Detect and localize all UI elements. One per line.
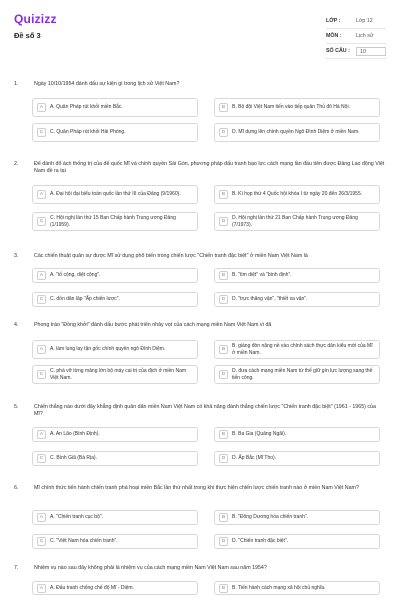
option-letter: B bbox=[219, 190, 228, 199]
option-letter: D bbox=[219, 454, 228, 463]
option-text: A. làm lung lay tận gốc chính quyền ngô Đình Diệm. bbox=[50, 346, 166, 353]
option-letter: C bbox=[37, 217, 46, 226]
option-letter: B bbox=[219, 345, 228, 354]
option-letter: B bbox=[219, 584, 228, 593]
option-b[interactable] bbox=[214, 581, 380, 595]
option-d[interactable] bbox=[214, 292, 380, 307]
option-letter: A bbox=[37, 430, 46, 439]
option-d[interactable] bbox=[214, 212, 380, 231]
question-text: Phong trào "Đồng khởi" đánh dấu bước phát triển nhảy vọt của cách mạng miền Nam Việt Nam vì đã bbox=[34, 322, 272, 328]
option-b[interactable] bbox=[214, 427, 380, 442]
option-letter: A bbox=[37, 103, 46, 112]
option-c[interactable] bbox=[32, 534, 198, 549]
option-c[interactable] bbox=[32, 451, 198, 466]
option-letter: A bbox=[37, 584, 46, 593]
option-letter: C bbox=[37, 295, 46, 304]
question-text: Để đánh đổ ách thống trị của đế quốc Mĩ và chính quyền Sài Gòn, phương pháp đấu tranh bạo lực cách mạng lần đầu tiên được Đảng Lao động Việt Nam đề ra tại bbox=[34, 161, 385, 175]
option-text: B. "Đông Dương hóa chiến tranh". bbox=[232, 514, 309, 521]
meta-label: SỐ CÂU : bbox=[326, 48, 350, 54]
option-letter: D bbox=[219, 128, 228, 137]
option-a[interactable] bbox=[32, 510, 198, 525]
option-text: A. Quân Pháp rút khỏi miền Bắc. bbox=[50, 104, 123, 111]
option-text: D. Mĩ dựng lên chính quyền Ngô Đình Diệm ở miền Nam. bbox=[232, 129, 360, 136]
option-text: A. Đại hội đại biểu toàn quốc lần thứ III của Đảng (9/1960). bbox=[50, 191, 181, 198]
option-text: B. Ba Gia (Quảng Ngãi). bbox=[232, 431, 287, 438]
option-letter: D bbox=[219, 217, 228, 226]
option-letter: C bbox=[37, 370, 46, 379]
option-text: C. phá vỡ từng mảng lớn bộ máy cai trị của địch ở miền Nam Việt Nam. bbox=[50, 367, 187, 381]
option-text: D. Ấp Bắc (Mĩ Tho). bbox=[232, 455, 277, 462]
option-text: D. "Chiến tranh đặc biệt". bbox=[232, 538, 289, 545]
quizizz-logo: Quizizz bbox=[14, 12, 57, 26]
option-letter: B bbox=[219, 430, 228, 439]
option-text: B. giáng đòn nặng nề vào chính sách thực dân kiểu mới của Mĩ ở miền Nam. bbox=[232, 342, 373, 356]
option-letter: D bbox=[219, 295, 228, 304]
meta-label: LỚP : bbox=[326, 18, 341, 24]
option-a[interactable] bbox=[32, 185, 198, 204]
option-text: D. đưa cách mạng miền Nam từ thế giữ gìn lực lượng sang thế tiến công. bbox=[232, 367, 373, 381]
option-text: B. "tìm diệt" và "bình định". bbox=[232, 272, 292, 279]
option-b[interactable] bbox=[214, 510, 380, 525]
option-c[interactable] bbox=[32, 123, 198, 142]
option-letter: B bbox=[219, 103, 228, 112]
option-text: A. "Chiến tranh cục bộ". bbox=[50, 514, 104, 521]
option-a[interactable] bbox=[32, 340, 198, 359]
question-text: Mĩ chính thức tiến hành chiến tranh phá hoại miền Bắc lần thứ nhất trong khi thực hiện chiến lược chiến tranh nào ở miền Nam Việt Nam? bbox=[34, 485, 359, 491]
option-b[interactable] bbox=[214, 268, 380, 283]
question-text: Chiến thắng nào dưới đây khẳng định quân dân miền Nam Việt Nam có khả năng đánh thắng chiến lược "Chiến tranh đặc biệt" (1961 - 1965) của Mĩ? bbox=[34, 404, 376, 418]
option-letter: A bbox=[37, 513, 46, 522]
option-letter: A bbox=[37, 271, 46, 280]
option-text: C. Hội nghị lần thứ 15 Ban Chấp hành Trung ương Đảng (1/1959). bbox=[50, 214, 176, 228]
option-text: A. Đấu tranh chống chế độ Mĩ - Diệm. bbox=[50, 584, 134, 591]
option-letter: C bbox=[37, 128, 46, 137]
meta-row-class bbox=[326, 14, 386, 29]
option-text: B. Tiến hành cách mạng xã hội chủ nghĩa. bbox=[232, 584, 326, 591]
option-text: B. Kì họp thứ 4 Quốc hội khóa I từ ngày 20 đến 26/3/1955. bbox=[232, 191, 363, 198]
option-letter: C bbox=[37, 537, 46, 546]
option-text: C. Quân Pháp rút khỏi Hải Phòng. bbox=[50, 129, 126, 136]
question-number: 5. bbox=[14, 404, 19, 410]
question-text: Các chiến thuật quân sự được Mĩ sử dụng phổ biến trong chiến lược "Chiến tranh đặc biệt" ở miền Nam Việt Nam là bbox=[34, 253, 308, 259]
page-header bbox=[0, 0, 400, 62]
meta-value: 10 bbox=[356, 47, 386, 56]
option-a[interactable] bbox=[32, 268, 198, 283]
page-title: Đề số 3 bbox=[14, 31, 41, 40]
option-text: A. "tố cộng, diệt cộng". bbox=[50, 272, 101, 279]
meta-row-subject bbox=[326, 29, 386, 44]
question-text: Ngày 10/10/1954 đánh dấu sự kiện gì trong lịch sử Việt Nam? bbox=[34, 81, 180, 87]
option-letter: A bbox=[37, 190, 46, 199]
option-d[interactable] bbox=[214, 365, 380, 384]
question-number: 3. bbox=[14, 253, 19, 259]
question-text: Nhiệm vụ nào sau đây không phải là nhiệm vụ của cách mạng miền Nam Việt Nam sau năm 1954? bbox=[34, 565, 267, 571]
option-letter: A bbox=[37, 345, 46, 354]
option-text: A. An Lão (Bình Định). bbox=[50, 431, 100, 438]
option-letter: D bbox=[219, 537, 228, 546]
meta-info bbox=[326, 14, 386, 59]
option-d[interactable] bbox=[214, 534, 380, 549]
question-number: 2. bbox=[14, 161, 19, 167]
option-text: C. "Việt Nam hóa chiến tranh". bbox=[50, 538, 118, 545]
option-text: B. Bộ đội Việt Nam tiến vào tiếp quản Thủ đô Hà Nội. bbox=[232, 104, 350, 111]
option-text: C. dồn dân lập "Ấp chiến lược". bbox=[50, 296, 120, 303]
question-number: 6. bbox=[14, 485, 19, 491]
option-letter: D bbox=[219, 370, 228, 379]
meta-value: Lịch sử bbox=[356, 33, 374, 39]
question-number: 7. bbox=[14, 565, 19, 571]
option-text: C. Bình Giã (Bà Rịa). bbox=[50, 455, 97, 462]
option-d[interactable] bbox=[214, 123, 380, 142]
option-text: D. Hội nghị lần thứ 21 Ban Chấp hành Trung ương Đảng (7/1973). bbox=[232, 214, 358, 228]
option-c[interactable] bbox=[32, 212, 198, 231]
option-text: D. "trực thăng vận", "thiết xa vận". bbox=[232, 296, 308, 303]
meta-value: Lớp 12 bbox=[356, 18, 373, 24]
option-d[interactable] bbox=[214, 451, 380, 466]
option-letter: B bbox=[219, 513, 228, 522]
question-number: 4. bbox=[14, 322, 19, 328]
option-letter: C bbox=[37, 454, 46, 463]
option-c[interactable] bbox=[32, 365, 198, 384]
option-b[interactable] bbox=[214, 185, 380, 204]
option-a[interactable] bbox=[32, 581, 198, 595]
option-b[interactable] bbox=[214, 340, 380, 359]
option-a[interactable] bbox=[32, 98, 198, 117]
option-b[interactable] bbox=[214, 98, 380, 117]
question-number: 1. bbox=[14, 81, 19, 87]
option-a[interactable] bbox=[32, 427, 198, 442]
option-c[interactable] bbox=[32, 292, 198, 307]
meta-row-count bbox=[326, 44, 386, 59]
option-letter: B bbox=[219, 271, 228, 280]
meta-label: MÔN : bbox=[326, 33, 342, 39]
